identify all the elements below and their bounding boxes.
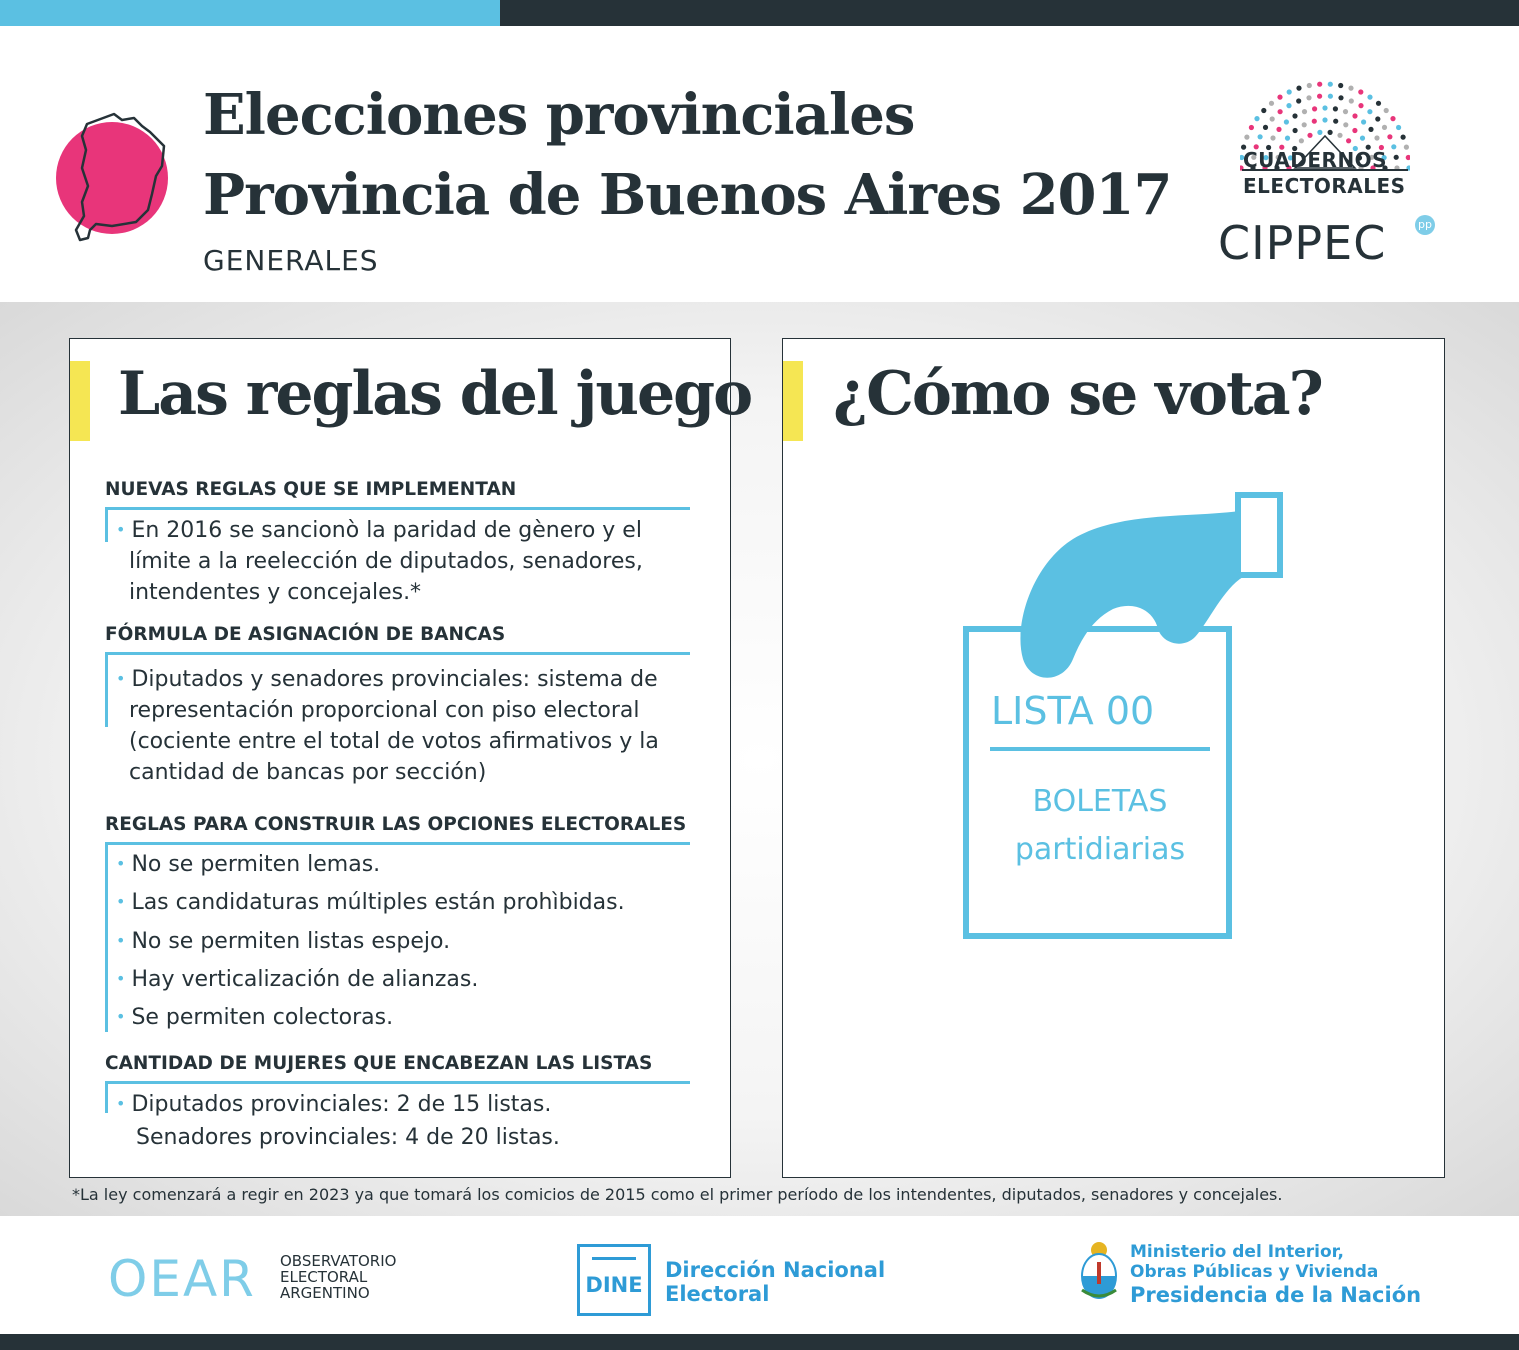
logo-dot [1270,135,1275,140]
top-color-bar [0,0,1519,26]
logo-dot [1276,127,1281,132]
logo-dot [1360,136,1365,141]
ministry-line3: Presidencia de la Nación [1130,1283,1422,1307]
dine-logo-icon [577,1244,651,1316]
bullet-icon: • [116,1007,126,1026]
logo-dot [1285,136,1290,141]
province-map-icon [52,106,172,246]
logo-dot [1338,95,1343,100]
logo-dot [1263,125,1268,130]
logo-dot [1284,119,1289,124]
logo-dot [1343,122,1348,127]
page-title-line1: Elecciones provinciales [203,82,915,148]
logo-dot [1254,116,1259,121]
dine-name-line1: Dirección Nacional [665,1258,886,1282]
page-subtitle: GENERALES [203,244,379,277]
logo-dot [1277,95,1282,100]
logo-dot [1384,108,1389,113]
dine-name-line2: Electoral [665,1282,770,1306]
section-accent-vbar [105,842,108,1032]
item-text: Diputados provinciales: 2 de 15 listas. [131,1092,552,1117]
logo-dot [1390,116,1395,121]
logo-dot [1249,125,1254,130]
logo-dot [1299,138,1304,143]
logo-ce-line1: CUADERNOS [1243,148,1388,172]
cippec-mark-icon: pp [1415,215,1435,235]
logo-ce-line2: ELECTORALES [1243,174,1406,198]
logo-dot [1302,109,1307,114]
logo-dot [1307,133,1312,138]
logo-dot [1352,113,1357,118]
ministry-line1: Ministerio del Interior, [1130,1242,1345,1262]
logo-dot [1328,82,1333,87]
item-text: Las candidaturas múltiples están prohìbidas. [131,890,625,915]
logo-dot [1394,155,1399,160]
section-divider [105,1081,690,1084]
logo-dot [1317,94,1322,99]
logo-dot [1322,105,1327,110]
logo-dot [1306,95,1311,100]
logo-dot [1367,95,1372,100]
list-item-continuation: cantidad de bancas por sección) [129,760,487,785]
dine-logo-bar [592,1257,636,1260]
logo-dot [1396,125,1401,130]
oear-line1: OBSERVATORIO [280,1252,397,1270]
section-accent-vbar [105,1081,108,1113]
logo-dot [1296,86,1301,91]
footer-logos [0,1216,1519,1334]
bullet-icon: • [116,1094,126,1113]
list-item [116,964,478,996]
logo-dot [1333,119,1338,124]
section-heading-new-rules: NUEVAS REGLAS QUE SE IMPLEMENTAN [105,479,517,500]
logo-dot [1292,113,1297,118]
logo-dot [1376,101,1381,106]
footnote: *La ley comenzará a regir en 2023 ya que tomará los comicios de 2015 como el primer período de los intendentes, diputados, senadores y concejales. [72,1185,1283,1204]
logo-dot [1333,106,1338,111]
logo-dot [1361,119,1366,124]
ballot-paper-icon [966,629,1229,936]
logo-dot [1322,117,1327,122]
section-divider [105,507,690,510]
list-item-continuation: intendentes y concejales.* [129,580,422,605]
bullet-icon: • [116,969,126,988]
title-accent-bar [70,361,90,441]
list-item-continuation: Senadores provinciales: 4 de 20 listas. [136,1125,560,1150]
logo-dot [1317,82,1322,87]
national-coat-of-arms-icon [1078,1240,1120,1302]
list-item-continuation: representación proporcional con piso electoral [129,698,640,723]
section-heading-women-lists: CANTIDAD DE MUJERES QUE ENCABEZAN LAS LISTAS [105,1053,653,1074]
section-divider [105,842,690,845]
logo-dot [1352,128,1357,133]
logo-dot [1375,116,1380,121]
list-item [116,887,625,919]
ballot-divider [990,747,1210,751]
logo-dot [1348,86,1353,91]
logo-dot [1374,135,1379,140]
page-title-line2: Provincia de Buenos Aires 2017 [203,162,1172,228]
logo-dot [1358,89,1363,94]
logo-dot [1404,145,1409,150]
logo-dot [1368,127,1373,132]
ballot-list-label: LISTA 00 [991,689,1155,733]
logo-dot [1269,101,1274,106]
section-heading-electoral-options: REGLAS PARA CONSTRUIR LAS OPCIONES ELECTORALES [105,814,687,835]
how-to-vote-title: ¿Cómo se vota? [833,359,1322,429]
top-bar-dark-segment [500,0,1519,26]
top-bar-blue-segment [0,0,500,26]
how-to-vote-panel [782,338,1445,1178]
logo-dot [1343,109,1348,114]
rules-panel [69,338,752,1178]
logo-dot [1391,144,1396,149]
logo-dot [1338,83,1343,88]
header [0,26,1519,302]
item-text: Hay verticalización de alianzas. [131,967,479,992]
bullet-icon: • [116,669,126,688]
oear-line2: ELECTORAL [280,1268,368,1286]
logo-dot [1307,83,1312,88]
logo-dot [1406,155,1410,160]
item-text: No se permiten lemas. [131,852,381,877]
item-text: Se permiten colectoras. [131,1005,394,1030]
bullet-icon: • [116,520,126,539]
section-divider [105,652,690,655]
logo-dot [1328,94,1333,99]
logo-dot [1337,133,1342,138]
item-text: En 2016 se sancionò la paridad de gènero y el [131,518,642,543]
logo-dot [1244,135,1249,140]
logo-dot [1302,122,1307,127]
list-item-continuation: (cociente entre el total de votos afirmativos y la [129,729,659,754]
rules-panel-title: Las reglas del juego [118,359,752,429]
logo-dot [1346,138,1351,143]
ballot-text-line1: BOLETAS [1032,784,1168,819]
list-item [116,1002,393,1034]
list-item [116,849,380,881]
list-item [116,664,658,696]
logo-dot [1261,108,1266,113]
logo-dot [1312,119,1317,124]
logo-dot [1296,98,1301,103]
logo-dot [1328,130,1333,135]
logo-dot [1278,109,1283,114]
logo-dot [1270,116,1275,121]
ministry-line2: Obras Públicas y Vivienda [1130,1262,1379,1282]
logo-dot [1367,109,1372,114]
logo-dot [1401,135,1406,140]
logo-dot [1317,130,1322,135]
list-item [116,1089,551,1121]
oear-logo-mark: OEAR [108,1250,256,1308]
logo-dot [1258,134,1263,139]
logo-dot [1286,103,1291,108]
ballot-text-line2: partidiarias [1014,832,1186,867]
section-accent-vbar [105,652,108,727]
logo-dot [1349,98,1354,103]
list-item [116,926,450,958]
bullet-icon: • [116,854,126,873]
section-heading-seat-formula: FÓRMULA DE ASIGNACIÓN DE BANCAS [105,624,506,645]
logo-dot [1312,106,1317,111]
cippec-logo-text: CIPPEC [1218,216,1387,270]
bullet-icon: • [116,931,126,950]
bottom-color-bar [0,1334,1519,1350]
item-text: No se permiten listas espejo. [131,929,451,954]
logo-dot [1382,125,1387,130]
bullet-icon: • [116,892,126,911]
section-accent-vbar [105,507,108,542]
oear-line3: ARGENTINO [280,1284,370,1302]
logo-dot [1293,128,1298,133]
sleeve-cuff-icon [1238,495,1280,575]
logo-dot [1387,134,1392,139]
dine-logo-text: DINE [585,1273,643,1297]
list-item-continuation: límite a la reelección de diputados, senadores, [129,549,643,574]
item-text: Diputados y senadores provinciales: sistema de [131,667,658,692]
list-item [116,515,642,547]
logo-dot [1358,103,1363,108]
logo-dot [1287,89,1292,94]
